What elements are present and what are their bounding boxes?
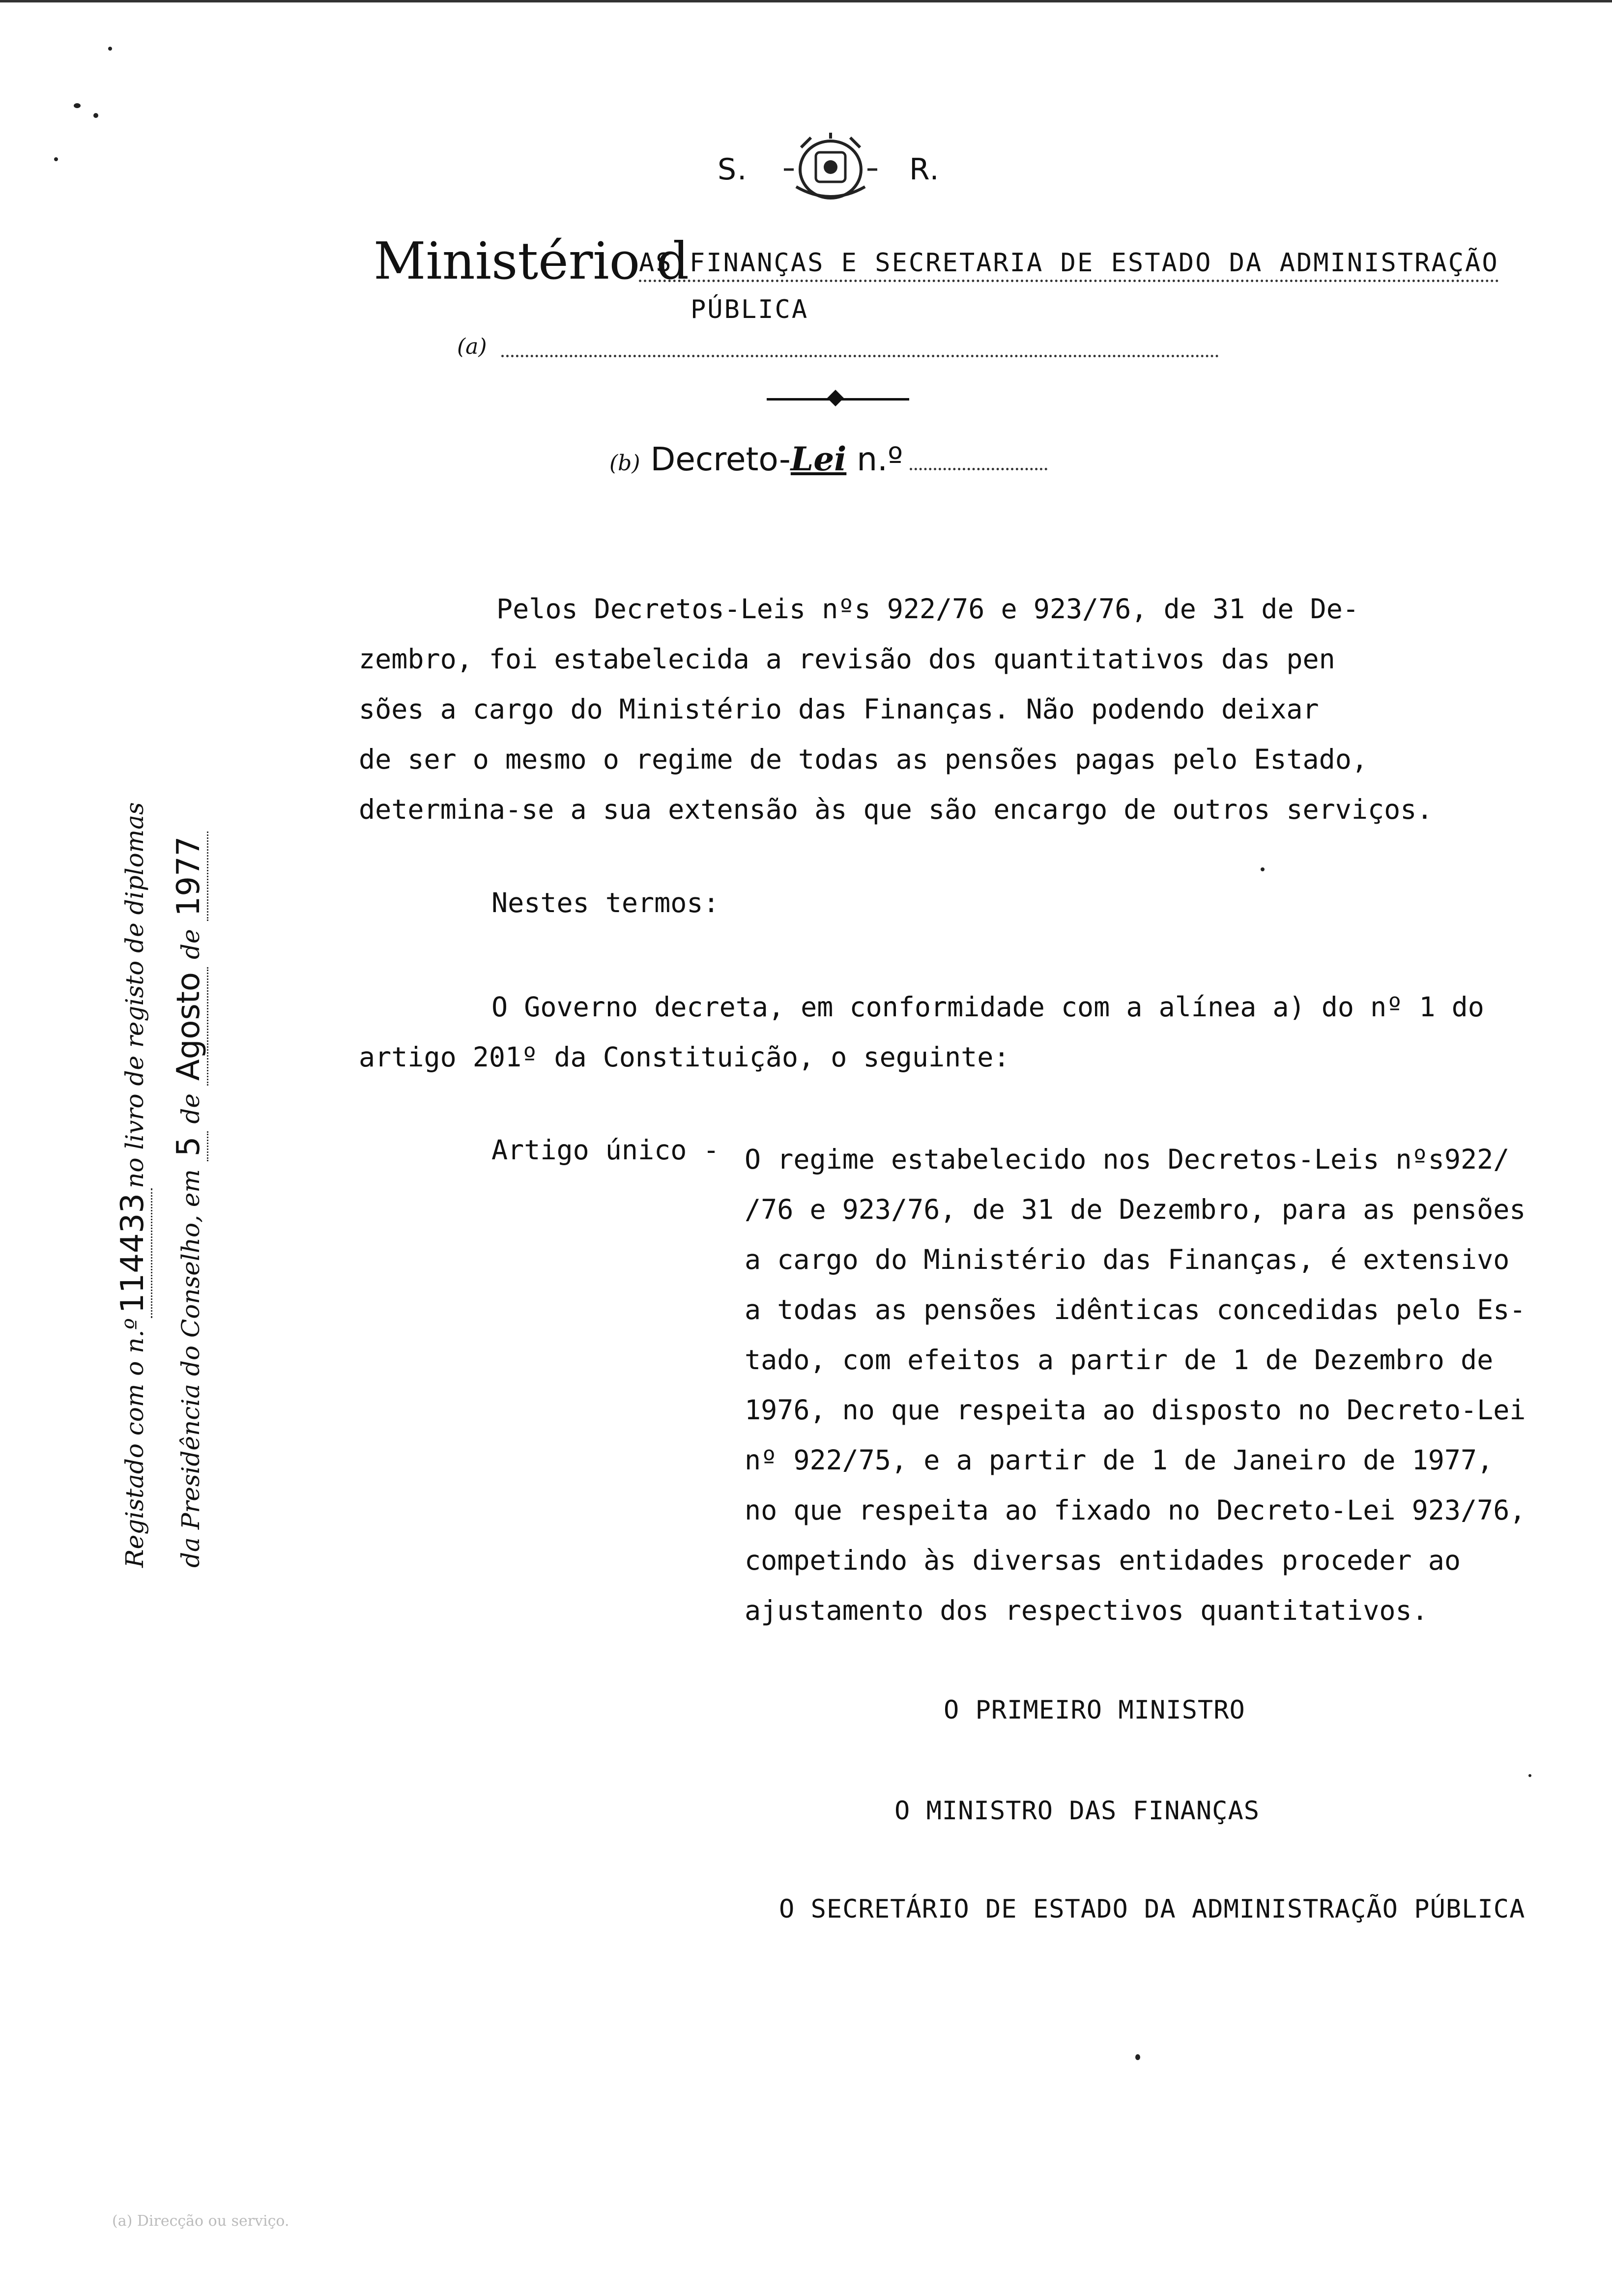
scan-speck [54, 157, 58, 161]
footnote-line: (a) Direcção ou serviço. [112, 2212, 289, 2230]
governo-decreta-paragraph [359, 982, 1484, 1082]
preamble-line: sões a cargo do Ministério das Finanças. Não podendo deixar [359, 693, 1319, 725]
preamble-paragraph [359, 584, 1578, 834]
republic-header [718, 133, 993, 211]
artigo-line: nº 922/75, e a partir de 1 de Janeiro de 1977, [745, 1444, 1494, 1476]
coat-of-arms-seal-icon [781, 133, 880, 206]
scan-speck [108, 47, 112, 51]
registration-line-2: da Presidência do Conselho, em 5 de Agosto de 1977 [162, 802, 218, 1568]
artigo-unico-label: Artigo único - [491, 1134, 720, 1166]
preamble-line: Pelos Decretos-Leis nºs 922/76 e 923/76, de 31 de De- [496, 593, 1359, 625]
decreto-handwritten-lei: Lei [790, 440, 847, 478]
registration-number: 114433 [115, 1188, 152, 1318]
registration-year: 1977 [171, 832, 208, 921]
scan-speck [1135, 2054, 1140, 2060]
signature-secretario-estado: O SECRETÁRIO DE ESTADO DA ADMINISTRAÇÃO PÚBLICA [779, 1894, 1526, 1924]
registration-line-1: Registado com o n.º114433no livro de registo de diplomas [106, 802, 162, 1568]
artigo-line: competindo às diversas entidades proceder ao [745, 1545, 1461, 1576]
field-a-label: (a) [457, 334, 487, 359]
decreto-number-label: n.º [857, 440, 903, 478]
scan-speck [1528, 1774, 1531, 1777]
nestes-termos: Nestes termos: [491, 887, 720, 918]
divider-diamond-icon [827, 390, 844, 406]
sr-left-letter: S. [718, 152, 748, 187]
decreto-number-dotted-line [910, 468, 1047, 470]
top-border-line [0, 0, 1612, 2]
sr-right-letter: R. [909, 152, 940, 187]
governo-line: O Governo decreta, em conformidade com a alínea a) do nº 1 do [491, 991, 1484, 1023]
artigo-line: /76 e 923/76, de 31 de Dezembro, para as pensões [745, 1194, 1526, 1225]
artigo-line: O regime estabelecido nos Decretos-Leis nºs922/ [745, 1144, 1510, 1175]
ministerio-name: AS FINANÇAS E SECRETARIA DE ESTADO DA ADMINISTRAÇÃO [639, 248, 1499, 282]
signature-primeiro-ministro: O PRIMEIRO MINISTRO [944, 1695, 1245, 1725]
scan-speck [1261, 867, 1265, 871]
decreto-word: Decreto- [650, 440, 791, 478]
registration-month: Agosto [171, 967, 208, 1086]
artigo-line: a todas as pensões idênticas concedidas pelo Es- [745, 1294, 1526, 1325]
artigo-line: tado, com efeitos a partir de 1 de Dezembro de [745, 1344, 1494, 1376]
artigo-line: ajustamento dos respectivos quantitativos. [745, 1595, 1428, 1626]
decreto-b-label: (b) [609, 451, 640, 476]
artigo-unico-text [745, 1134, 1526, 1636]
registration-margin-note [106, 802, 218, 1568]
artigo-line: no que respeita ao fixado no Decreto-Lei 923/76, [745, 1494, 1526, 1526]
footnote [112, 2212, 289, 2230]
artigo-line: 1976, no que respeita ao disposto no Decreto-Lei [745, 1394, 1526, 1426]
decreto-title [609, 440, 1047, 478]
governo-line: artigo 201º da Constituição, o seguinte: [359, 1041, 1010, 1073]
preamble-line: determina-se a sua extensão às que são encargo de outros serviços. [359, 794, 1433, 825]
scan-speck [93, 113, 98, 118]
ministerio-prefix: Ministério d [374, 231, 689, 291]
scan-speck [74, 103, 81, 108]
field-a-dotted-line [501, 355, 1219, 357]
artigo-line: a cargo do Ministério das Finanças, é extensivo [745, 1244, 1510, 1275]
ministerio-name-line2: PÚBLICA [691, 295, 809, 324]
preamble-line: de ser o mesmo o regime de todas as pensões pagas pelo Estado, [359, 744, 1368, 775]
signature-ministro-financas: O MINISTRO DAS FINANÇAS [894, 1796, 1260, 1826]
preamble-line: zembro, foi estabelecida a revisão dos quantitativos das pen [359, 643, 1335, 675]
registration-day: 5 [171, 1131, 208, 1161]
